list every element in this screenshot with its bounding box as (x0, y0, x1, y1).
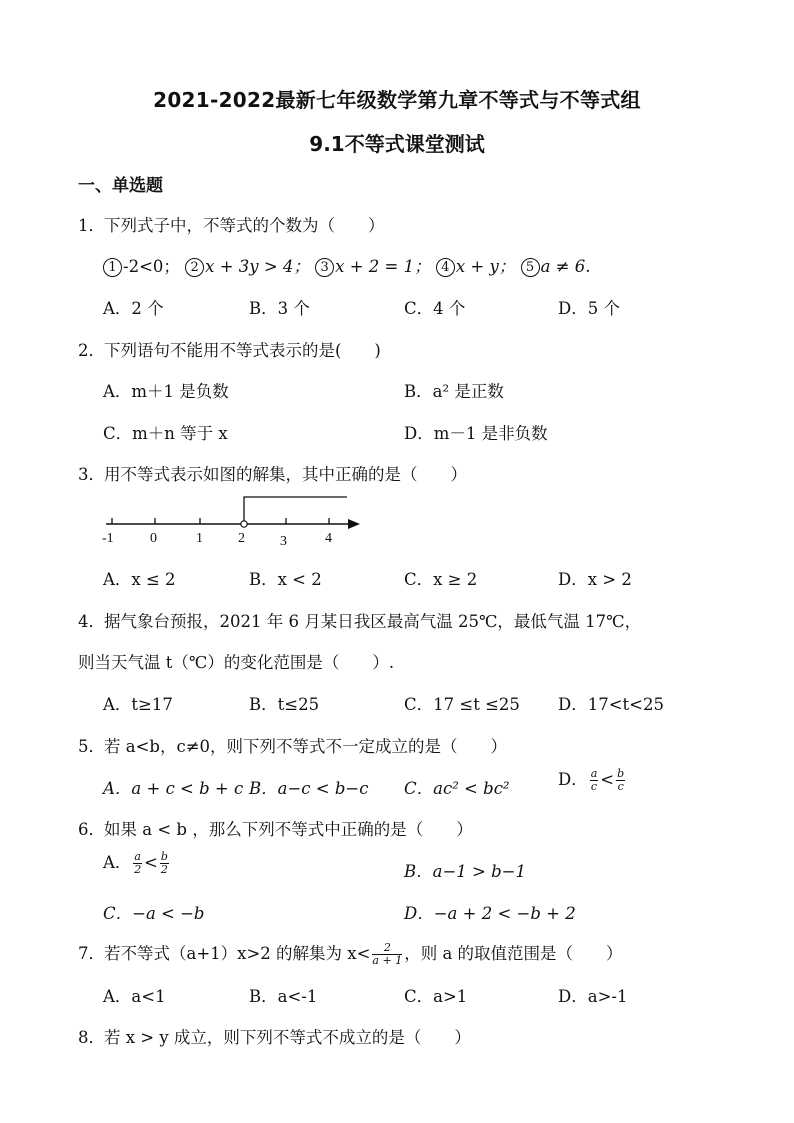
option-b[interactable]: B．a−1 > b−1 (404, 862, 526, 881)
question-number: 5． (78, 737, 105, 756)
question-3 (78, 461, 467, 485)
question-7: 7．若不等式（a+1）x>2 的解集为 x< $\frac{2}{a + 1}$ ，则 a 的取值范围是（ ） (78, 941, 623, 967)
section-heading: 一、单选题 (78, 176, 163, 196)
option-d[interactable]: D． $\frac{a}{c}$ < $\frac{b}{c}$ (558, 767, 625, 793)
option-c[interactable]: C．a>1 (404, 987, 468, 1006)
solution-bracket (244, 497, 347, 524)
question-number: 3． (78, 465, 105, 484)
option-a[interactable]: A．t≥17 (103, 695, 173, 714)
question-stem: 若 x > y 成立，则下列不等式不成立的是（ ） (104, 1028, 471, 1047)
axis-label: 1 (196, 531, 203, 546)
option-b[interactable]: B．a−c < b−c (249, 779, 369, 798)
option-c[interactable]: C．17 ≤t ≤25 (404, 695, 520, 714)
option-b[interactable]: B．t≤25 (249, 695, 320, 714)
expression: x + 2 = 1； (335, 257, 431, 276)
expression: a ≠ 6. (540, 257, 591, 276)
option-b[interactable]: B．3 个 (249, 299, 310, 318)
question-2 (78, 337, 381, 361)
question-number: 2． (78, 341, 105, 360)
option-c[interactable]: C．x ≥ 2 (404, 570, 478, 589)
question-1 (78, 212, 385, 236)
option-d[interactable]: D．5 个 (558, 299, 620, 318)
arrow-head (348, 519, 360, 529)
title-line-2: 9.1不等式课堂测试 (309, 132, 485, 156)
option-a[interactable]: A．a + c < b + c (103, 779, 244, 798)
circled-number: 3 (315, 258, 334, 277)
option-d[interactable]: D．−a + 2 < −b + 2 (404, 904, 576, 923)
option-c[interactable]: C．−a < −b (103, 904, 205, 923)
axis-label: -1 (102, 531, 114, 546)
axis-label: 0 (150, 531, 157, 546)
expression: -2<0； (123, 257, 180, 276)
circled-number: 4 (436, 258, 455, 277)
option-a[interactable]: A．2 个 (103, 299, 164, 318)
option-d[interactable]: D．17<t<25 (558, 695, 665, 714)
axis-label: 3 (280, 534, 287, 549)
option-c[interactable]: C．4 个 (404, 299, 466, 318)
question-stem: 下列式子中，不等式的个数为（ ） (104, 216, 385, 235)
question-1-items (103, 253, 590, 277)
option-a[interactable]: A．m＋1 是负数 (103, 382, 229, 401)
number-line-figure (98, 490, 368, 550)
option-a[interactable]: A． $\frac{a}{2}$ < $\frac{b}{2}$ (103, 850, 168, 876)
option-c[interactable]: C．ac² < bc² (404, 779, 510, 798)
question-stem: 若不等式（a+1）x>2 的解集为 x< (104, 944, 371, 963)
question-stem: 若 a<b，c≠0，则下列不等式不一定成立的是（ ） (104, 737, 508, 756)
question-number: 1． (78, 216, 105, 235)
question-4 (78, 608, 641, 632)
question-number: 7． (78, 944, 105, 963)
expression: x + 3y > 4； (205, 257, 310, 276)
fraction: $\frac{2}{a + 1}$ (372, 941, 403, 967)
question-stem: 如果 a < b ，那么下列不等式中正确的是（ ） (104, 820, 473, 839)
question-6 (78, 816, 473, 840)
axis-label: 4 (325, 531, 332, 546)
question-stem: 下列语句不能用不等式表示的是( ) (104, 341, 381, 360)
option-d[interactable]: D．a>-1 (558, 987, 628, 1006)
option-a[interactable]: A．x ≤ 2 (103, 570, 176, 589)
option-b[interactable]: B．a<-1 (249, 987, 318, 1006)
title-line-1: 2021-2022最新七年级数学第九章不等式与不等式组 (153, 88, 641, 112)
circled-number: 2 (185, 258, 204, 277)
question-8 (78, 1024, 471, 1048)
question-number: 4． (78, 612, 105, 631)
option-c[interactable]: C．m＋n 等于 x (103, 424, 228, 443)
option-b[interactable]: B．x < 2 (249, 570, 322, 589)
question-5 (78, 733, 507, 757)
option-a[interactable]: A．a<1 (103, 987, 166, 1006)
circled-number: 5 (521, 258, 540, 277)
question-stem: 据气象台预报，2021 年 6 月某日我区最高气温 25℃，最低气温 17℃， (104, 612, 642, 631)
option-d[interactable]: D．x > 2 (558, 570, 632, 589)
option-b[interactable]: B．a² 是正数 (404, 382, 504, 401)
question-number: 8． (78, 1028, 105, 1047)
option-d[interactable]: D．m－1 是非负数 (404, 424, 548, 443)
question-4-line-2: 则当天气温 t（℃）的变化范围是（ ）. (78, 653, 395, 672)
open-endpoint (241, 521, 247, 527)
circled-number: 1 (103, 258, 122, 277)
expression: x + y； (455, 257, 516, 276)
question-stem: 用不等式表示如图的解集，其中正确的是（ ） (104, 465, 467, 484)
question-number: 6． (78, 820, 105, 839)
axis-label: 2 (238, 531, 245, 546)
